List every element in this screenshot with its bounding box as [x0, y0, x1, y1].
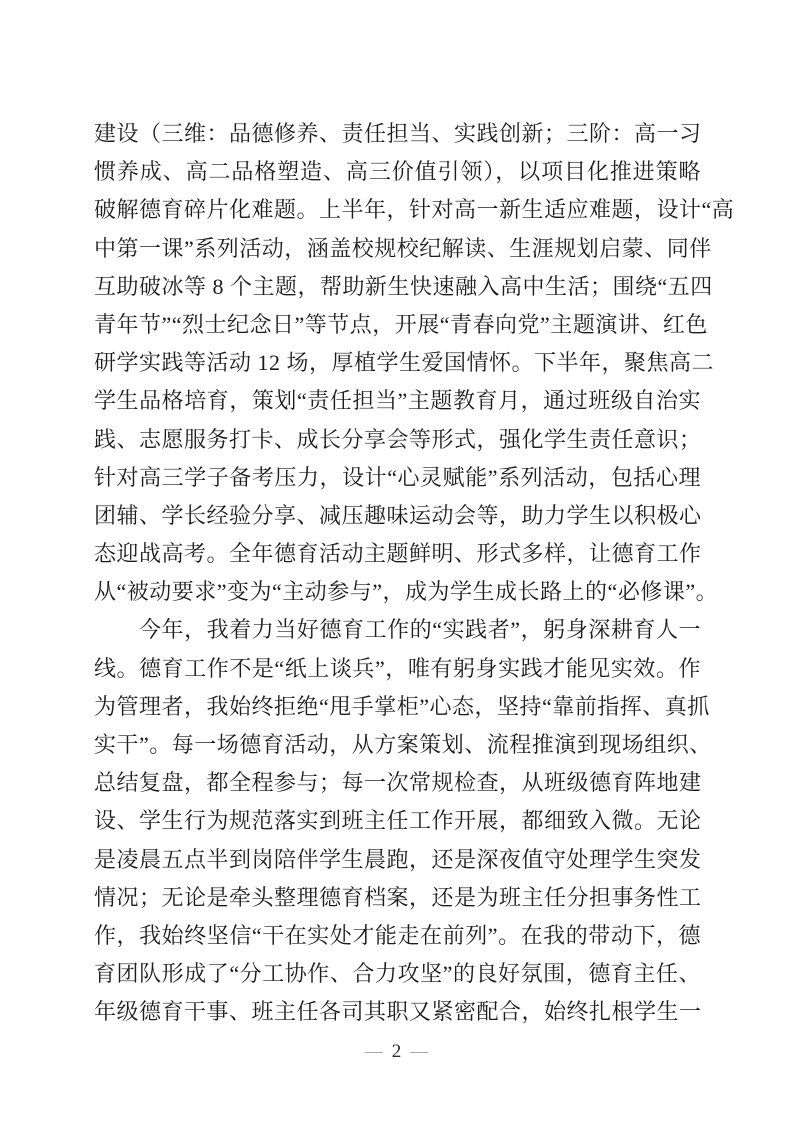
footer-page-number: 2	[391, 1041, 402, 1062]
text-line: 互助破冰等 8 个主题，帮助新生快速融入高中生活；围绕“五四	[94, 273, 713, 299]
text-line: 建设（三维：品德修养、责任担当、实践创新；三阶：高一习	[94, 121, 702, 146]
text-line: 年级德育干事、班主任各司其职又紧密配合，始终扎根学生一	[94, 999, 702, 1025]
footer-dash-right: —	[410, 1041, 429, 1061]
text-line: 设、学生行为规范落实到班主任工作开展，都细致入微。无论	[94, 808, 702, 834]
text-line: 育团队形成了“分工协作、合力攻坚”的良好氛围，德育主任、	[94, 961, 701, 987]
text-line: 学生品格培育，策划“责任担当”主题教育月，通过班级自治实	[94, 388, 702, 414]
text-line: 研学实践等活动 12 场，厚植学生爱国情怀。下半年，聚焦高二	[94, 350, 715, 376]
text-line: 作，我始终坚信“干在实处才能走在前列”。在我的带动下，德	[94, 922, 702, 948]
text-line: 惯养成、高二品格塑造、高三价值引领），以项目化推进策略	[94, 159, 701, 185]
page-footer	[0, 1032, 793, 1070]
text-line: 针对高三学子备考压力，设计“心灵赋能”系列活动，包括心理	[94, 464, 702, 490]
text-line: 实干”。每一场德育活动，从方案策划、流程推演到现场组织、	[94, 732, 712, 757]
document-body	[94, 115, 735, 1032]
text-line: 态迎战高考。全年德育活动主题鲜明、形式多样，让德育工作	[94, 541, 702, 567]
text-line: 总结复盘，都全程参与；每一次常规检查，从班级德育阵地建	[94, 770, 702, 796]
text-line: 是凌晨五点半到岗陪伴学生晨跑，还是深夜值守处理学生突发	[94, 846, 702, 872]
text-line: 破解德育碎片化难题。上半年，针对高一新生适应难题，设计“高	[94, 197, 735, 223]
text-line: 团辅、学长经验分享、减压趣味运动会等，助力学生以积极心	[94, 502, 702, 528]
text-line: 今年，我着力当好德育工作的“实践者”，躬身深耕育人一	[139, 617, 701, 643]
text-line: 践、志愿服务打卡、成长分享会等形式，强化学生责任意识；	[94, 426, 702, 452]
text-line: 线。德育工作不是“纸上谈兵”，唯有躬身实践才能见实效。作	[94, 655, 701, 681]
text-line: 中第一课”系列活动，涵盖校规校纪解读、生涯规划启蒙、同伴	[94, 235, 712, 261]
text-line: 青年节”“烈士纪念日”等节点，开展“青春向党”主题演讲、红色	[94, 311, 708, 337]
paragraph	[94, 115, 735, 611]
text-line: 为管理者，我始终拒绝“甩手掌柜”心态，坚持“靠前指挥、真抓	[94, 693, 710, 719]
paragraph	[94, 611, 712, 1031]
footer-dash-left: —	[364, 1041, 383, 1061]
text-line: 情况；无论是牵头整理德育档案，还是为班主任分担事务性工	[94, 884, 702, 910]
text-line: 从“被动要求”变为“主动参与”，成为学生成长路上的“必修课”。	[94, 579, 719, 605]
